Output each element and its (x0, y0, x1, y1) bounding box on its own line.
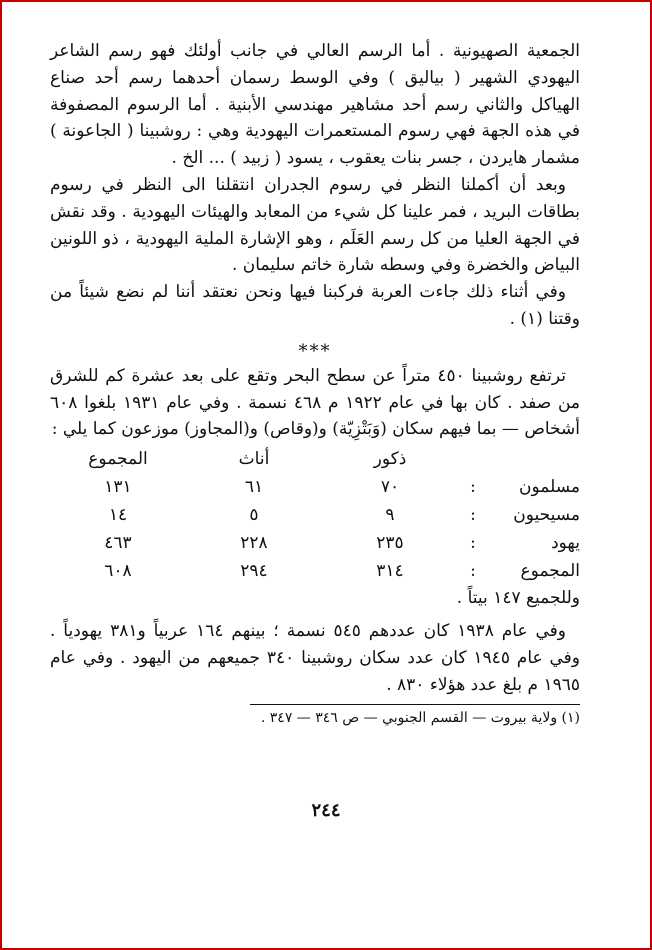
row-label: يهود (551, 532, 580, 553)
table-row (50, 529, 580, 557)
cell-females: ٦١ (244, 476, 264, 497)
paragraph-later-population: وفي عام ١٩٣٨ كان عددهم ٥٤٥ نسمة ؛ بينهم ١٦٤ عربياً و٣٨١ يهودياً . وفي عام ١٩٤٥ كان عدد سكان روشبينا ٣٤٠ جميعهم من اليهود . وفي عام ١٩٦٥ م بلغ عدد هؤلاء ٨٣٠ . (50, 620, 580, 695)
table-row (50, 473, 580, 501)
row-label: المجموع (520, 560, 580, 581)
houses-line: وللجميع ١٤٧ بيتاً . (456, 588, 580, 609)
population-table (50, 445, 580, 585)
table-row (50, 501, 580, 529)
cell-total: ٤٦٣ (104, 532, 132, 553)
table-header-total: المجموع (88, 448, 148, 469)
cell-males: ٣١٤ (376, 560, 404, 581)
footnote-rule (250, 704, 580, 705)
cell-females: ٢٩٤ (240, 560, 268, 581)
cell-total: ٦٠٨ (104, 560, 132, 581)
cell-females: ٥ (249, 504, 259, 525)
row-label: مسيحيون (513, 504, 580, 525)
paragraph-rosh-pina: ترتفع روشبينا ٤٥٠ متراً عن سطح البحر وتقع على بعد عشرة كم للشرق من صفد . كان بها في عام ١٩٢٢ م ٤٦٨ نسمة . وفي عام ١٩٣١ بلغوا ٦٠٨ أشخاص — بما فيهم سكان (وَبَتْزِيّة) و(وقاص) و(المجاوز) موزعون كما يلي : (50, 365, 581, 440)
section-separator: *** (298, 340, 332, 362)
table-header-empty (488, 445, 580, 473)
cell-total: ١٤ (108, 504, 128, 525)
page-number: ٢٤٤ (311, 800, 341, 821)
table-header-males: ذكور (373, 448, 407, 469)
row-colon: : (470, 560, 476, 581)
table-header-empty (458, 445, 488, 473)
paragraph-carriage: وفي أثناء ذلك جاءت العربة فركبنا فيها ونحن نعتقد أننا لم نضع شيئاً من وقتنا (١) . (50, 282, 580, 329)
cell-males: ٢٣٥ (376, 532, 404, 553)
footnote: (١) ولاية بيروت — القسم الجنوبي — ص ٣٤٦ — ٣٤٧ . (260, 710, 580, 727)
row-colon: : (470, 532, 476, 553)
paragraph-postcards: وبعد أن أكملنا النظر في رسوم الجدران انتقلنا الى النظر في رسوم بطاقات البريد ، فمر علينا كل شيء من المعابد والهيئات اليهودية . وقد نقش في الجهة العليا من كل رسم العَلَم ، وهو الإشارة الملية اليهودية ، ذو اللونين البياض والخضرة وفي وسطه شارة خاتم سليمان . (50, 174, 580, 276)
cell-total: ١٣١ (104, 476, 132, 497)
row-colon: : (470, 504, 476, 525)
row-label: مسلمون (519, 476, 580, 497)
row-colon: : (470, 476, 476, 497)
document-page (50, 38, 580, 729)
table-row (50, 557, 580, 585)
cell-males: ٩ (385, 504, 395, 525)
cell-males: ٧٠ (380, 476, 400, 497)
table-header-females: أناث (238, 448, 270, 469)
paragraph-zionist-drawings: الجمعية الصهيونية . أما الرسم العالي في جانب أولئك فهو رسم الشاعر اليهودي الشهير ( بياليق ) وفي الوسط رسمان أحدهما رسم أحد صناع الهياكل والثاني رسم أحد مشاهير مهندسي الأبنية . أما الرسوم المصفوفة في هذه الجهة فهي رسوم المستعمرات اليهودية وهي : روشبينا ( الجاعونة ) مشمار هايردن ، جسر بنات يعقوب ، يسود ( زبيد ) ... الخ . (50, 41, 580, 169)
cell-females: ٢٢٨ (240, 532, 268, 553)
table-header-row (50, 445, 580, 473)
